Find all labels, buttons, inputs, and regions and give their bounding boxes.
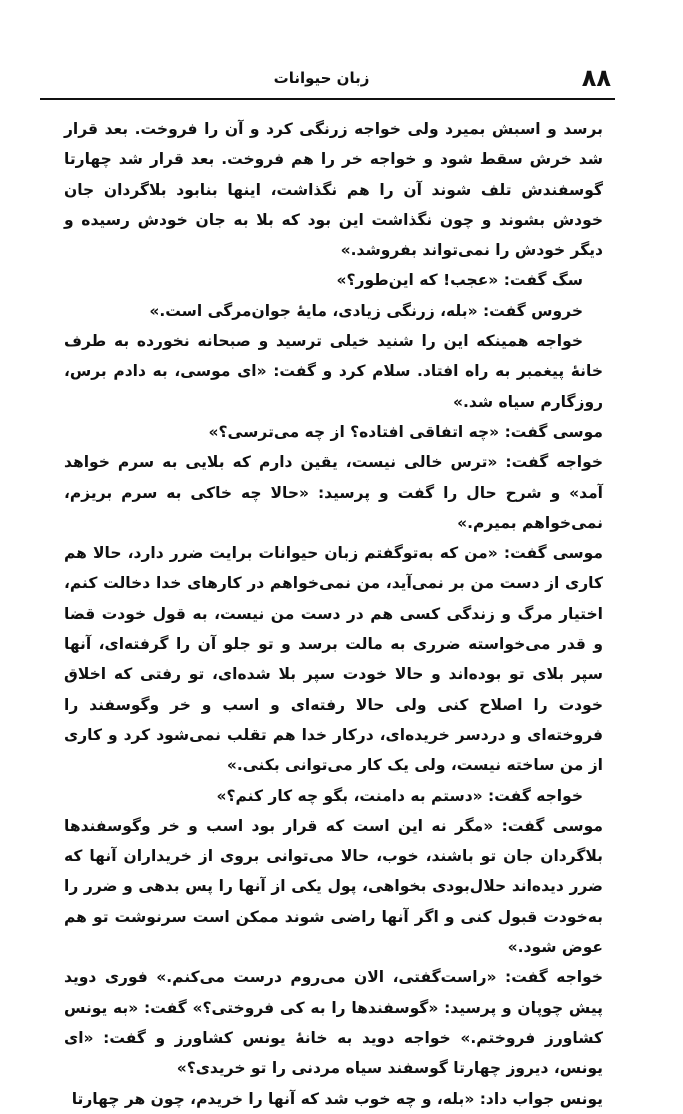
paragraph: یونس جواب داد: «بله، و چه خوب شد که آنها را خریدم، چون هر چهارتا: [71, 1089, 603, 1108]
page-header: [40, 58, 611, 98]
paragraph: خواجه گفت: «ترس خالی نیست، یقین دارم که بلایی به سرم خواهد آمد» و شرح حال را گفت و پرسید: «حالا چه خاکی به سرم بریزم، نمی‌خواهم بمیرم.»: [64, 453, 603, 532]
header-rule: [40, 98, 615, 100]
paragraph: خروس گفت: «بله، زرنگی زیادی، مایهٔ جوان‌مرگی است.»: [149, 301, 583, 320]
page-number: ۸۸: [581, 64, 611, 92]
body-text: [64, 114, 603, 1114]
paragraph: موسی گفت: «مگر نه این است که قرار بود اسب و خر وگوسفندها بلاگردان جان تو باشند، خوب، حالا می‌توانی بروی از خریداران آنها که ضرر دیده‌اند حلال‌بودی بخواهی، پول یکی از آنها را پس بدهی و ضرر را به‌خودت قبول کنی و اگر آنها راضی شوند ممکن است سرنوشت تو هم عوض شود.»: [64, 816, 603, 957]
paragraph: برسد و اسبش بمیرد ولی خواجه زرنگی کرد و آن را فروخت. بعد قرار شد خرش سقط شود و خواجه خر را هم فروخت. بعد قرار شد چهارتا گوسفندش تلف شوند آن را هم نگذاشت، اینها بنابود بلاگردان جان خودش بشوند و چون نگذاشت این بود که بلا به جان خودش رسیده و دیگر خودش را نمی‌تواند بفروشد.»: [64, 120, 603, 260]
running-title: زبان حیوانات: [273, 69, 370, 87]
paragraph: خواجه همینکه این را شنید خیلی ترسید و صبحانه نخورده به طرف خانهٔ پیغمبر به راه افتاد. سلام کرد و گفت: «ای موسی، به دادم برس، روزگارم سیاه شد.»: [64, 332, 603, 411]
paragraph: موسی گفت: «چه اتفاقی افتاده؟ از چه می‌ترسی؟»: [208, 422, 603, 441]
paragraph: سگ گفت: «عجب! که این‌طور؟»: [336, 271, 583, 290]
paragraph: خواجه گفت: «دستم به دامنت، بگو چه کار کنم؟»: [216, 786, 583, 805]
paragraph: موسی گفت: «من که به‌توگفتم زبان حیوانات برایت ضرر دارد، حالا هم کاری از دست من بر نمی‌آید، من نمی‌خواهم در کارهای خدا دخالت کنم، اختیار مرگ و زندگی کسی هم در دست من نیست، به قول خودت قضا و قدر می‌خواسته ضرری به مالت برسد و تو جلو آن را گرفته‌ای، آنها سپر بلای تو بوده‌اند و حالا خودت سپر بلا شده‌ای، تو رفتی که اخلاق خودت را اصلاح کنی ولی حالا رفته‌ای و اسب و خر وگوسفند را فروخته‌ای و دردسر خریده‌ای، درکار خدا هم تقلب نمی‌شود کرد و کاری از من ساخته نیست، ولی یک کار می‌توانی بکنی.»: [64, 544, 603, 775]
paragraph: خواجه گفت: «راست‌گفتی، الان می‌روم درست می‌کنم.» فوری دوید پیش چوپان و پرسید: «گوسفندها را به کی فروختی؟» گفت: «به یونس کشاورز فروختم.» خواجه دوید به خانهٔ یونس کشاورز و گفت: «ای یونس، دیروز چهارتا گوسفند سیاه مردنی را تو خریدی؟»: [64, 968, 603, 1078]
